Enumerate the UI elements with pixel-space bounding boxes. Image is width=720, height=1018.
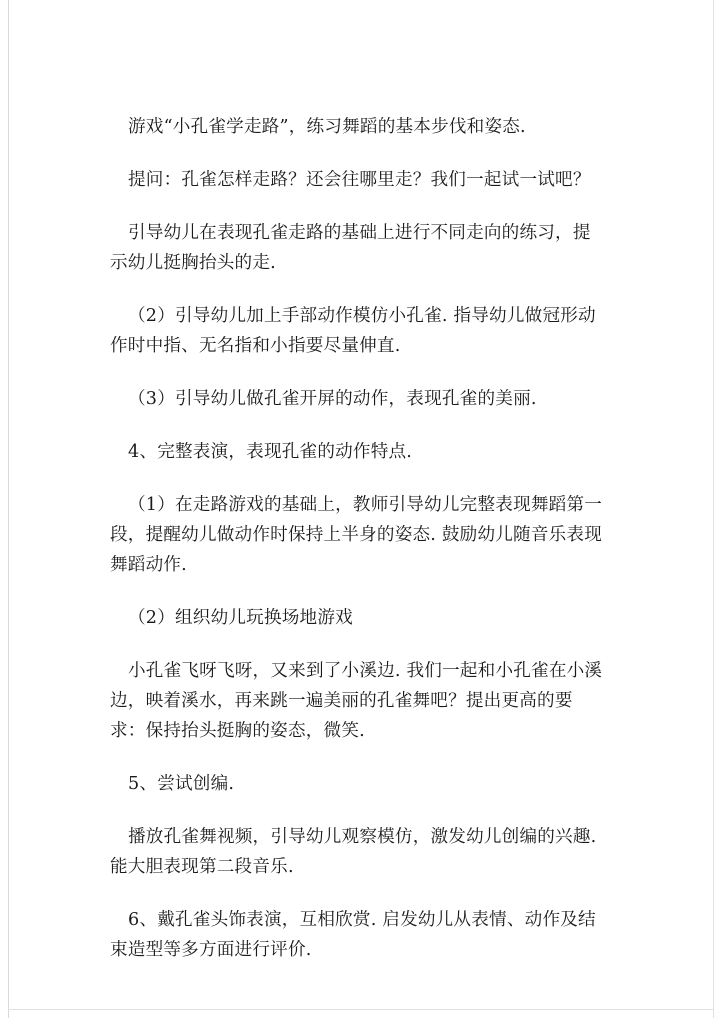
paragraph-step-3-fan-tail: （3）引导幼儿做孔雀开屏的动作，表现孔雀的美丽. [128, 389, 537, 409]
document-body [110, 112, 605, 988]
paragraph-stream-dance: 小孔雀飞呀飞呀，又来到了小溪边. 我们一起和小孔雀在小溪边，映着溪水，再来跳一遍美丽的孔雀舞吧？提出更高的要求：保持抬头挺胸的姿态，微笑. [110, 661, 603, 741]
paragraph-section-4-step-1: （1）在走路游戏的基础上，教师引导幼儿完整表现舞蹈第一段，提醒幼儿做动作时保持上半身的姿态. 鼓励幼儿随音乐表现舞蹈动作. [110, 495, 603, 575]
page-edge-left [8, 0, 9, 1018]
heading-section-4: 4、完整表演，表现孔雀的动作特点. [128, 442, 413, 462]
page-edge-bottom [8, 1009, 714, 1010]
paragraph-walking-practice: 引导幼儿在表现孔雀走路的基础上进行不同走向的练习，提示幼儿挺胸抬头的走. [110, 223, 591, 273]
heading-section-5: 5、尝试创编. [128, 774, 235, 794]
paragraph-game-intro: 游戏“小孔雀学走路”，练习舞蹈的基本步伐和姿态. [128, 117, 526, 137]
paragraph-section-6: 6、戴孔雀头饰表演，互相欣赏. 启发幼儿从表情、动作及结束造型等多方面进行评价. [110, 910, 596, 960]
paragraph-video-creation: 播放孔雀舞视频，引导幼儿观察模仿，激发幼儿创编的兴趣. 能大胆表现第二段音乐. [110, 827, 597, 877]
page-edge-right [713, 0, 714, 1018]
paragraph-question: 提问：孔雀怎样走路？还会往哪里走？我们一起试一试吧？ [128, 170, 591, 190]
paragraph-step-2-hand-movement: （2）引导幼儿加上手部动作模仿小孔雀. 指导幼儿做冠形动作时中指、无名指和小指要尽量伸直. [110, 306, 596, 356]
paragraph-section-4-step-2: （2）组织幼儿玩换场地游戏 [128, 608, 353, 628]
